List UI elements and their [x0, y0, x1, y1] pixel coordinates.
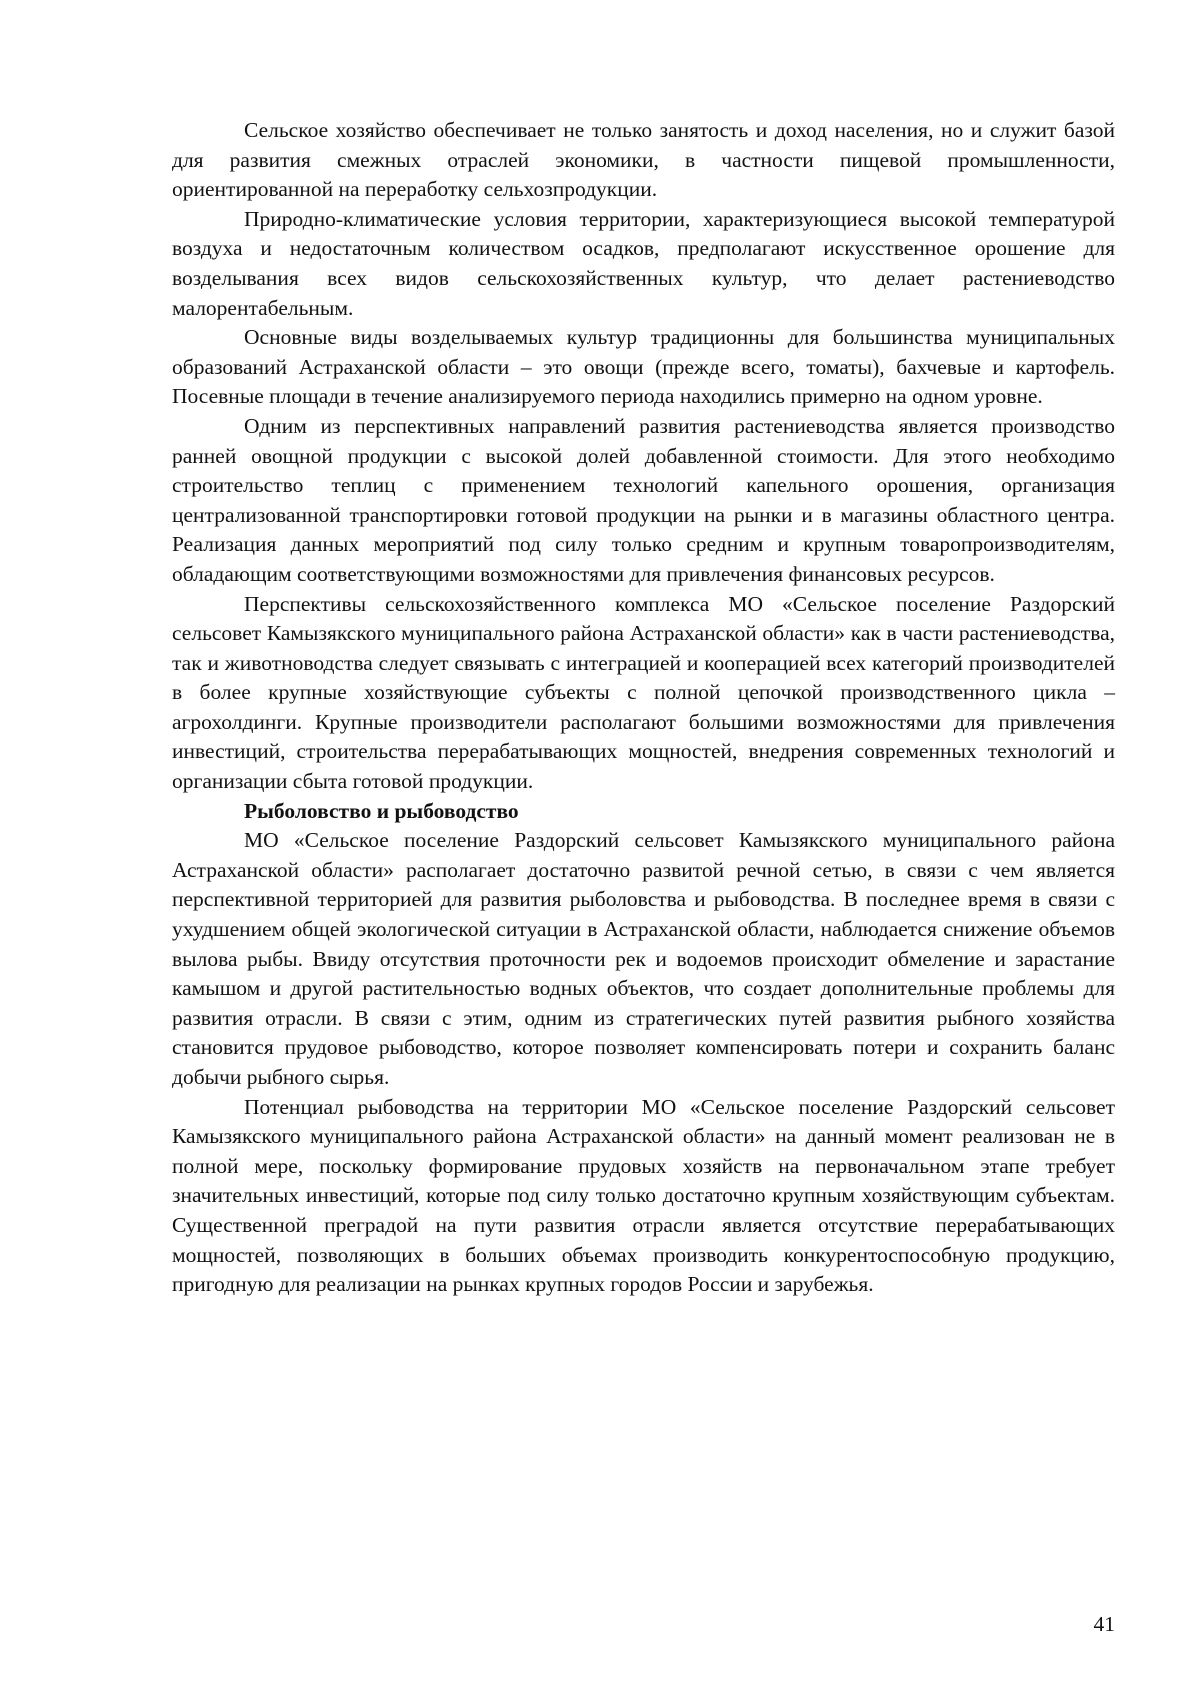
document-body: [172, 116, 1115, 1300]
paragraph-early-vegetables: Одним из перспективных направлений развития растениеводства является производство ранней овощной продукции с высокой долей добавленной стоимости. Для этого необходимо строительство теплиц с применением технологий капельного орошения, организация централизованной транспортировки готовой продукции на рынки и в магазины областного центра. Реализация данных мероприятий под силу только средним и крупным товаропроизводителям, обладающим соответствующими возможностями для привлечения финансовых ресурсов.: [172, 413, 1115, 586]
section-heading-fishery: Рыболовство и рыбоводство: [244, 798, 519, 823]
paragraph-agriculture-employment: Сельское хозяйство обеспечивает не только занятость и доход населения, но и служит базой для развития смежных отраслей экономики, в частности пищевой промышленности, ориентированной на переработку сельхозпродукции.: [172, 118, 1115, 202]
page-number: 41: [1093, 1612, 1115, 1636]
paragraph-fish-farming-potential: Потенциал рыбоводства на территории МО «Сельское поселение Раздорский сельсовет Камызякского муниципального района Астраханской области» на данный момент реализован не в полной мере, поскольку формирование прудовых хозяйств на первоначальном этапе требует значительных инвестиций, которые под силу только достаточно крупным хозяйствующим субъектам. Существенной преградой на пути развития отрасли является отсутствие перерабатывающих мощностей, позволяющих в больших объемах производить конкурентоспособную продукцию, пригодную для реализации на рынках крупных городов России и зарубежья.: [172, 1094, 1115, 1297]
paragraph-main-crops: Основные виды возделываемых культур традиционны для большинства муниципальных образований Астраханской области – это овощи (прежде всего, томаты), бахчевые и картофель. Посевные площади в течение анализируемого периода находились примерно на одном уровне.: [172, 325, 1115, 409]
paragraph-agro-complex-prospects: Перспективы сельскохозяйственного комплекса МО «Сельское поселение Раздорский сельсовет Камызякского муниципального района Астраханской области» как в части растениеводства, так и животноводства следует связывать с интеграцией и кооперацией всех категорий производителей в более крупные хозяйствующие субъекты с полной цепочкой производственного цикла – агрохолдинги. Крупные производители располагают большими возможностями для привлечения инвестиций, строительства перерабатывающих мощностей, внедрения современных технологий и организации сбыта готовой продукции.: [172, 591, 1115, 794]
paragraph-river-network: МО «Сельское поселение Раздорский сельсовет Камызякского муниципального района Астраханской области» располагает достаточно развитой речной сетью, в связи с чем является перспективной территорией для развития рыболовства и рыбоводства. В последнее время в связи с ухудшением общей экологической ситуации в Астраханской области, наблюдается снижение объемов вылова рыбы. Ввиду отсутствия проточности рек и водоемов происходит обмеление и зарастание камышом и другой растительностью водных объектов, что создает дополнительные проблемы для развития отрасли. В связи с этим, одним из стратегических путей развития рыбного хозяйства становится прудовое рыбоводство, которое позволяет компенсировать потери и сохранить баланс добычи рыбного сырья.: [172, 828, 1115, 1089]
paragraph-climate-conditions: Природно-климатические условия территории, характеризующиеся высокой температурой воздуха и недостаточным количеством осадков, предполагают искусственное орошение для возделывания всех видов сельскохозяйственных культур, что делает растениеводство малорентабельным.: [172, 206, 1115, 320]
